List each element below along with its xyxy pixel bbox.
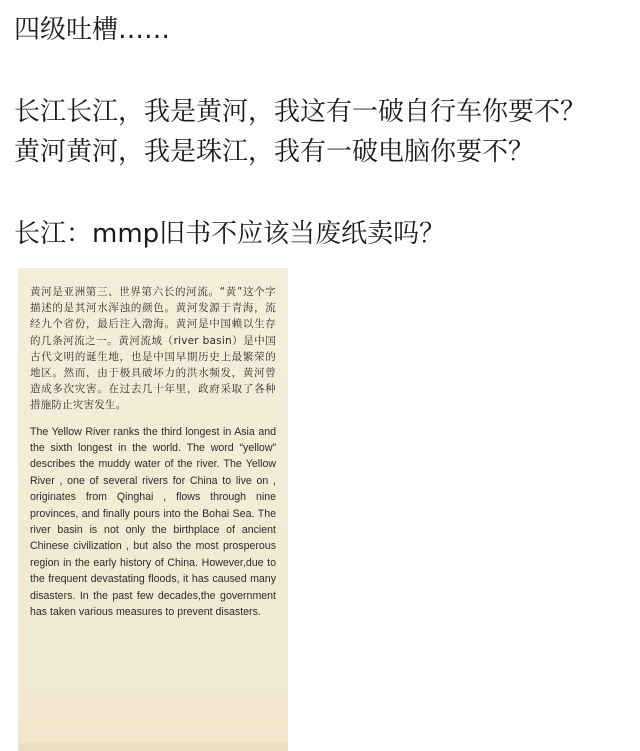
post-title-line: 四级吐槽……	[14, 15, 171, 45]
textbook-photo[interactable]	[18, 268, 288, 751]
chinese-paragraph: 黄河是亚洲第三、世界第六长的河流。“黄”这个字描述的是其河水浑浊的颜色。黄河发源于青海，流经九个省份，最后注入渤海。黄河是中国赖以生存的几条河流之一。黄河流域（river basin）是中国古代文明的诞生地，也是中国早期历史上最繁荣的地区。然而，由于极具破坏力的洪水频发，黄河曾造成多次灾害。在过去几十年里，政府采取了各种措施防止灾害发生。	[30, 286, 276, 412]
post-line-pearl-river: 黄河黄河，我是珠江，我有一破电脑你要不？	[14, 137, 535, 167]
post-line-yellow-river: 长江长江，我是黄河，我这有一破自行车你要不？	[14, 97, 587, 127]
english-paragraph: The Yellow River ranks the third longest in Asia and the sixth longest in the world. The word “yellow” describes the muddy water of the river. The Yellow River , one of several rivers for China to live on , originates from Qinghai , flows through nine provinces, and finally pours into the Bohai Sea. The river basin is not only the birthplace of ancient Chinese civilization , but also the most prosperous region in the early history of China. However,due to the frequent devastating floods, it has caused many disasters. In the past few decades,the government has taken various measures to prevent disasters.	[30, 425, 276, 619]
post-line-yangtze-reply: 长江：mmp旧书不应该当废纸卖吗？	[14, 219, 446, 249]
textbook-page-text	[30, 284, 276, 621]
photo-bottom-edge	[18, 743, 288, 751]
